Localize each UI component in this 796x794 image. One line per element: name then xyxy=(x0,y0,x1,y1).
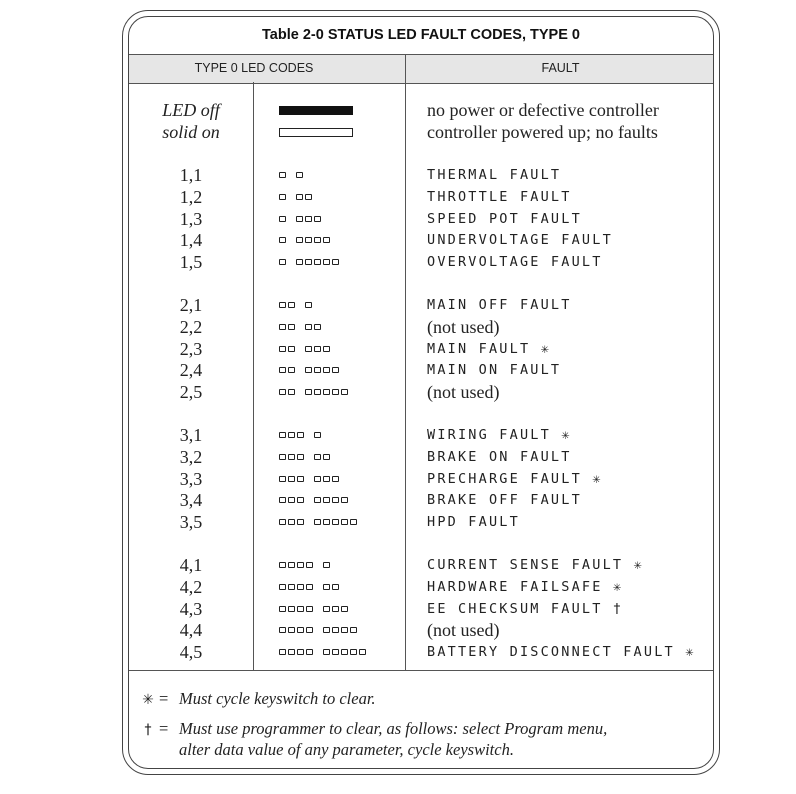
fault-description: MAIN OFF FAULT xyxy=(427,297,572,313)
fault-row xyxy=(129,489,713,511)
led-blink-pattern-icon xyxy=(279,381,350,403)
blink-icon xyxy=(341,497,348,503)
table-header-row xyxy=(129,54,713,84)
blink-icon xyxy=(305,237,312,243)
flash-code: 4,4 xyxy=(179,620,203,641)
note2-text-line2: alter data value of any parameter, cycle keyswitch. xyxy=(179,740,514,759)
blink-icon xyxy=(314,237,321,243)
fault-description: PRECHARGE FAULT ✳ xyxy=(427,470,603,487)
note2-equals: = xyxy=(159,719,169,738)
fault-description: HARDWARE FAILSAFE ✳ xyxy=(427,578,624,595)
fault-description: MAIN FAULT ✳ xyxy=(427,340,551,357)
hollow-bar xyxy=(279,128,353,137)
led-blink-pattern-icon xyxy=(279,164,305,186)
fault-description: BRAKE OFF FAULT xyxy=(427,492,582,509)
blink-icon xyxy=(332,649,339,655)
blink-icon xyxy=(279,302,286,308)
led-blink-pattern-icon xyxy=(279,294,314,316)
blink-icon xyxy=(288,302,295,308)
blink-icon xyxy=(314,454,321,460)
flash-code: 1,4 xyxy=(179,230,203,251)
flash-code: 2,5 xyxy=(179,382,203,403)
status-row xyxy=(129,99,713,121)
blink-icon xyxy=(332,367,339,373)
blink-icon xyxy=(341,519,348,525)
flash-code: 1,3 xyxy=(179,208,203,229)
blink-icon xyxy=(279,454,286,460)
fault-description: EE CHECKSUM FAULT † xyxy=(427,600,624,617)
status-row xyxy=(129,121,713,143)
blink-icon xyxy=(279,649,286,655)
fault-row xyxy=(129,554,713,576)
fault-description: THERMAL FAULT xyxy=(427,167,562,183)
blink-icon xyxy=(279,324,286,330)
fault-row xyxy=(129,164,713,186)
table-title: Table 2-0 STATUS LED FAULT CODES, TYPE 0 xyxy=(262,27,580,43)
blink-icon xyxy=(297,606,304,612)
led-blink-pattern-icon xyxy=(279,229,332,251)
fault-description: SPEED POT FAULT xyxy=(427,210,582,227)
fault-row xyxy=(129,294,713,316)
blink-icon xyxy=(297,562,304,568)
blink-icon xyxy=(332,259,339,265)
fault-row xyxy=(129,208,713,230)
blink-icon xyxy=(314,497,321,503)
blink-icon xyxy=(279,172,286,178)
blink-icon xyxy=(288,454,295,460)
led-off-bar-icon xyxy=(279,99,353,121)
blink-icon xyxy=(279,562,286,568)
blink-icon xyxy=(314,367,321,373)
fault-description: controller powered up; no faults xyxy=(427,122,658,142)
led-blink-pattern-icon xyxy=(279,489,350,511)
fault-description: WIRING FAULT ✳ xyxy=(427,427,572,443)
blink-icon xyxy=(332,497,339,503)
fault-description: BRAKE ON FAULT xyxy=(427,448,572,465)
blink-icon xyxy=(314,519,321,525)
fault-description: (not used) xyxy=(427,316,500,337)
blink-icon xyxy=(279,606,286,612)
fault-row xyxy=(129,186,713,208)
flash-code: 3,2 xyxy=(179,446,203,467)
blink-icon xyxy=(279,259,286,265)
led-blink-pattern-icon xyxy=(279,186,314,208)
led-code-label: LED off xyxy=(162,100,220,120)
blink-icon xyxy=(279,216,286,222)
blink-icon xyxy=(306,627,313,633)
note-cycle-keyswitch xyxy=(137,689,376,709)
blink-icon xyxy=(288,324,295,330)
blink-icon xyxy=(279,519,286,525)
flash-code: 1,2 xyxy=(179,186,203,207)
blink-icon xyxy=(314,324,321,330)
blink-icon xyxy=(341,606,348,612)
notes-divider xyxy=(129,670,713,671)
fault-description: (not used) xyxy=(427,620,500,641)
fault-description: (not used) xyxy=(427,382,500,403)
blink-icon xyxy=(279,367,286,373)
blink-icon xyxy=(279,584,286,590)
blink-icon xyxy=(279,497,286,503)
blink-icon xyxy=(288,584,295,590)
blink-icon xyxy=(296,172,303,178)
led-blink-pattern-icon xyxy=(279,511,359,533)
led-blink-pattern-icon xyxy=(279,446,332,468)
blink-icon xyxy=(314,389,321,395)
fault-row xyxy=(129,381,713,403)
blink-icon xyxy=(314,476,321,482)
led-blink-pattern-icon xyxy=(279,598,350,620)
blink-icon xyxy=(297,584,304,590)
note2-text-line1: Must use programmer to clear, as follows: select Program menu, xyxy=(179,719,608,738)
blink-icon xyxy=(323,627,330,633)
led-blink-pattern-icon xyxy=(279,641,368,663)
blink-icon xyxy=(350,649,357,655)
blink-icon xyxy=(305,324,312,330)
blink-icon xyxy=(306,606,313,612)
fault-row xyxy=(129,424,713,446)
blink-icon xyxy=(297,454,304,460)
fault-description: MAIN ON FAULT xyxy=(427,362,562,379)
blink-icon xyxy=(297,497,304,503)
blink-icon xyxy=(297,649,304,655)
led-blink-pattern-icon xyxy=(279,576,341,598)
fault-row xyxy=(129,598,713,620)
blink-icon xyxy=(323,562,330,568)
flash-code: 4,1 xyxy=(179,555,203,575)
led-blink-pattern-icon xyxy=(279,316,323,338)
fault-description: UNDERVOLTAGE FAULT xyxy=(427,232,613,249)
blink-icon xyxy=(323,367,330,373)
flash-code: 4,2 xyxy=(179,576,203,597)
blink-icon xyxy=(314,216,321,222)
blink-icon xyxy=(332,519,339,525)
note-programmer xyxy=(137,719,607,739)
blink-icon xyxy=(297,476,304,482)
led-blink-pattern-icon xyxy=(279,338,332,360)
blink-icon xyxy=(296,194,303,200)
blink-icon xyxy=(305,346,312,352)
blink-icon xyxy=(279,346,286,352)
blink-icon xyxy=(279,432,286,438)
blink-icon xyxy=(323,519,330,525)
fault-description: HPD FAULT xyxy=(427,514,520,531)
blink-icon xyxy=(306,562,313,568)
led-blink-pattern-icon xyxy=(279,208,323,230)
blink-icon xyxy=(323,454,330,460)
fault-description: BATTERY DISCONNECT FAULT ✳ xyxy=(427,644,696,661)
blink-icon xyxy=(288,389,295,395)
blink-icon xyxy=(288,432,295,438)
led-blink-pattern-icon xyxy=(279,424,323,446)
blink-icon xyxy=(323,389,330,395)
flash-code: 1,1 xyxy=(179,165,203,185)
blink-icon xyxy=(306,584,313,590)
blink-icon xyxy=(288,562,295,568)
blink-icon xyxy=(323,476,330,482)
flash-code: 2,4 xyxy=(179,360,203,381)
blink-icon xyxy=(305,302,312,308)
blink-icon xyxy=(279,476,286,482)
flash-code: 4,5 xyxy=(179,642,203,663)
blink-icon xyxy=(279,237,286,243)
fault-description: THROTTLE FAULT xyxy=(427,188,572,205)
solid-bar xyxy=(279,106,353,115)
blink-icon xyxy=(288,346,295,352)
blink-icon xyxy=(314,432,321,438)
fault-row xyxy=(129,338,713,360)
blink-icon xyxy=(297,432,304,438)
led-code-label: solid on xyxy=(162,122,220,142)
flash-code: 2,1 xyxy=(179,295,203,315)
led-blink-pattern-icon xyxy=(279,251,341,273)
led-blink-pattern-icon xyxy=(279,468,341,490)
blink-icon xyxy=(296,237,303,243)
blink-icon xyxy=(341,389,348,395)
blink-icon xyxy=(305,259,312,265)
blink-icon xyxy=(323,259,330,265)
blink-icon xyxy=(306,649,313,655)
blink-icon xyxy=(279,389,286,395)
blink-icon xyxy=(323,606,330,612)
blink-icon xyxy=(288,497,295,503)
blink-icon xyxy=(359,649,366,655)
fault-row xyxy=(129,316,713,338)
blink-icon xyxy=(332,606,339,612)
note1-equals: = xyxy=(159,689,169,708)
blink-icon xyxy=(288,519,295,525)
flash-code: 3,1 xyxy=(179,425,203,445)
fault-row xyxy=(129,229,713,251)
led-blink-pattern-icon xyxy=(279,554,332,576)
fault-row xyxy=(129,359,713,381)
header-fault: FAULT xyxy=(541,61,580,75)
flash-code: 3,4 xyxy=(179,490,203,511)
blink-icon xyxy=(288,627,295,633)
blink-icon xyxy=(296,259,303,265)
blink-icon xyxy=(297,627,304,633)
blink-icon xyxy=(332,389,339,395)
blink-icon xyxy=(305,367,312,373)
fault-row xyxy=(129,619,713,641)
flash-code: 3,5 xyxy=(179,512,203,533)
blink-icon xyxy=(305,216,312,222)
led-blink-pattern-icon xyxy=(279,619,359,641)
blink-icon xyxy=(341,649,348,655)
blink-icon xyxy=(323,346,330,352)
flash-code: 4,3 xyxy=(179,598,203,619)
blink-icon xyxy=(288,476,295,482)
blink-icon xyxy=(305,194,312,200)
blink-icon xyxy=(332,476,339,482)
blink-icon xyxy=(288,606,295,612)
note1-text: Must cycle keyswitch to clear. xyxy=(179,689,376,708)
blink-icon xyxy=(314,259,321,265)
fault-row xyxy=(129,446,713,468)
blink-icon xyxy=(279,194,286,200)
led-blink-pattern-icon xyxy=(279,359,341,381)
fault-row xyxy=(129,641,713,663)
header-led-codes: TYPE 0 LED CODES xyxy=(194,61,314,75)
flash-code: 2,2 xyxy=(179,316,203,337)
blink-icon xyxy=(332,627,339,633)
fault-description: OVERVOLTAGE FAULT xyxy=(427,254,603,271)
fault-description: CURRENT SENSE FAULT ✳ xyxy=(427,557,644,573)
blink-icon xyxy=(314,346,321,352)
blink-icon xyxy=(296,216,303,222)
blink-icon xyxy=(279,627,286,633)
led-on-bar-icon xyxy=(279,121,353,143)
blink-icon xyxy=(323,584,330,590)
blink-icon xyxy=(323,649,330,655)
blink-icon xyxy=(297,519,304,525)
fault-row xyxy=(129,251,713,273)
blink-icon xyxy=(350,519,357,525)
fault-row xyxy=(129,576,713,598)
blink-icon xyxy=(323,497,330,503)
blink-icon xyxy=(288,649,295,655)
blink-icon xyxy=(305,389,312,395)
fault-row xyxy=(129,468,713,490)
blink-icon xyxy=(341,627,348,633)
flash-code: 1,5 xyxy=(179,252,203,273)
flash-code: 2,3 xyxy=(179,338,203,359)
fault-description: no power or defective controller xyxy=(427,100,659,120)
asterisk-icon: ✳ xyxy=(142,692,154,708)
blink-icon xyxy=(332,584,339,590)
dagger-icon: † xyxy=(144,722,152,738)
blink-icon xyxy=(323,237,330,243)
fault-row xyxy=(129,511,713,533)
blink-icon xyxy=(350,627,357,633)
flash-code: 3,3 xyxy=(179,468,203,489)
fault-code-table xyxy=(128,16,714,769)
blink-icon xyxy=(288,367,295,373)
